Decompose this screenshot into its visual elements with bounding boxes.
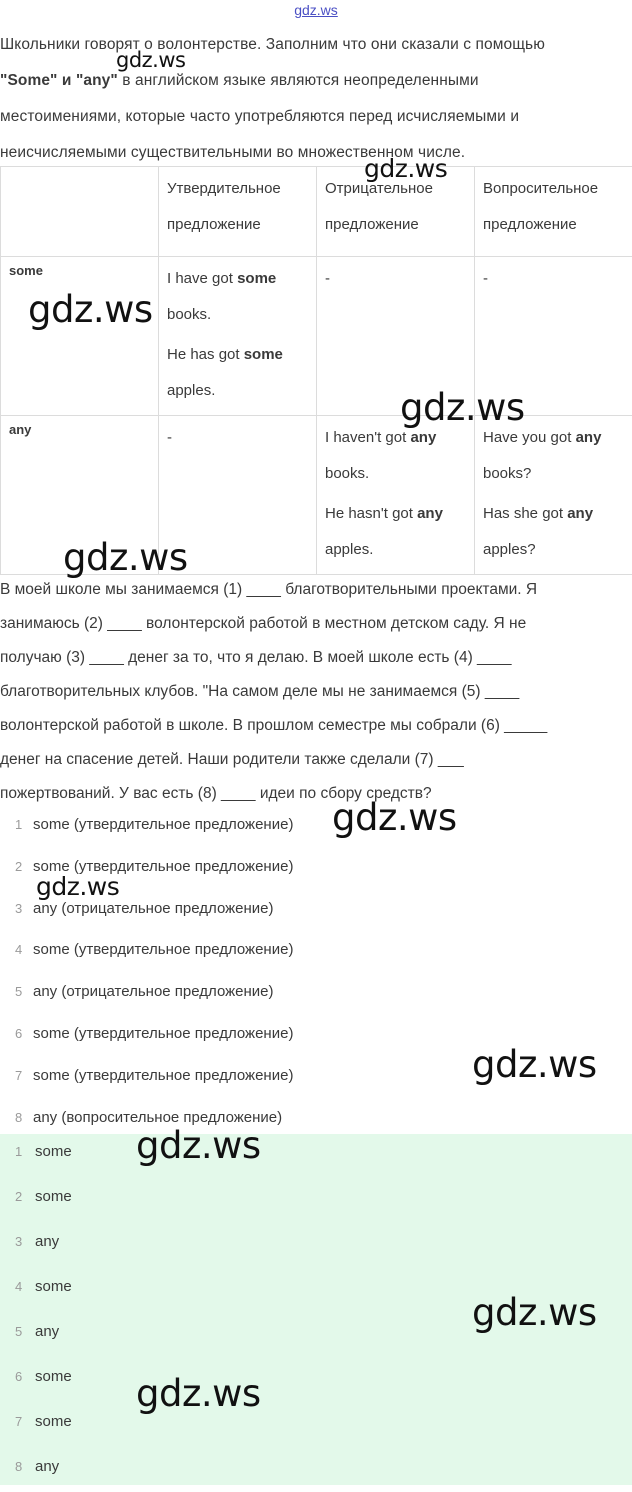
watermark: gdz.ws — [28, 288, 153, 331]
item-text: some — [35, 1143, 72, 1160]
table-cell: - — [475, 257, 632, 416]
item-number: 6 — [15, 1357, 30, 1397]
list-item — [0, 1267, 72, 1312]
example-sentence: He has got some apples. — [167, 337, 308, 409]
table-header-row — [1, 167, 632, 257]
intro-text — [0, 26, 625, 170]
table-row-label: some — [1, 257, 159, 416]
item-text: any — [35, 1458, 59, 1475]
intro-line: местоимениями, которые часто употребляются перед исчисляемыми и — [0, 98, 625, 134]
intro-line: неисчисляемыми существительными во множественном числе. — [0, 134, 625, 170]
exercise-line: денег на спасение детей. Наши родители также сделали (7) ___ — [0, 743, 625, 777]
list-item — [0, 1177, 72, 1222]
item-text: any (отрицательное предложение) — [33, 900, 274, 917]
grammar-table — [0, 166, 632, 575]
item-number: 1 — [15, 804, 37, 846]
item-text: any (вопросительное предложение) — [33, 1109, 282, 1126]
table-cell — [475, 416, 632, 575]
item-number: 8 — [15, 1447, 30, 1487]
item-text: any (отрицательное предложение) — [33, 983, 274, 1000]
item-text: some (утвердительное предложение) — [33, 1067, 293, 1084]
item-number: 2 — [15, 1177, 30, 1217]
list-item — [0, 1357, 72, 1402]
watermark: gdz.ws — [116, 48, 185, 72]
list-item — [0, 1222, 72, 1267]
item-text: any — [35, 1233, 59, 1250]
watermark: gdz.ws — [36, 872, 119, 901]
list-item — [0, 971, 632, 1013]
item-text: some (утвердительное предложение) — [33, 1025, 293, 1042]
table-header-cell: Утвердительное предложение — [159, 167, 317, 257]
item-text: some (утвердительное предложение) — [33, 858, 293, 875]
item-text: some (утвердительное предложение) — [33, 816, 293, 833]
item-number: 4 — [15, 1267, 30, 1307]
table-cell — [159, 257, 317, 416]
list-item — [0, 1447, 72, 1492]
item-number: 6 — [15, 1013, 37, 1055]
watermark: gdz.ws — [332, 796, 457, 839]
list-item — [0, 929, 632, 971]
watermark: gdz.ws — [472, 1043, 597, 1086]
item-number: 4 — [15, 929, 37, 971]
list-item — [0, 1132, 72, 1177]
list-item — [0, 804, 632, 846]
list-item — [0, 1312, 72, 1357]
item-number: 8 — [15, 1097, 37, 1139]
item-text: some — [35, 1278, 72, 1295]
list-item — [0, 1097, 632, 1139]
list-item — [0, 1402, 72, 1447]
intro-line — [0, 62, 625, 98]
watermark: gdz.ws — [136, 1124, 261, 1167]
item-number: 7 — [15, 1402, 30, 1442]
watermark: gdz.ws — [400, 386, 525, 429]
exercise-line: занимаюсь (2) ____ волонтерской работой в местном детском саду. Я не — [0, 607, 625, 641]
table-header-cell: Отрицательное предложение — [317, 167, 475, 257]
exercise-line: В моей школе мы занимаемся (1) ____ благотворительными проектами. Я — [0, 573, 625, 607]
watermark: gdz.ws — [364, 154, 447, 183]
item-text: some — [35, 1188, 72, 1205]
explained-answers-list — [0, 804, 632, 1138]
item-number: 3 — [15, 1222, 30, 1262]
intro-line-rest: в английском языке являются неопределенными — [118, 72, 479, 89]
item-number: 1 — [15, 1132, 30, 1172]
item-number: 2 — [15, 846, 37, 888]
table-row — [1, 257, 632, 416]
example-sentence: He hasn't got any apples. — [325, 496, 466, 568]
site-link[interactable]: gdz.ws — [0, 2, 632, 18]
exercise-text — [0, 573, 625, 811]
example-sentence: Has she got any apples? — [483, 496, 624, 568]
exercise-line: благотворительных клубов. "На самом деле мы не занимаемся (5) ____ — [0, 675, 625, 709]
item-text: some — [35, 1413, 72, 1430]
item-text: any — [35, 1323, 59, 1340]
watermark: gdz.ws — [63, 536, 188, 579]
item-number: 7 — [15, 1055, 37, 1097]
table-cell — [317, 416, 475, 575]
intro-line: Школьники говорят о волонтерстве. Заполним что они сказали с помощью — [0, 26, 625, 62]
example-sentence: I haven't got any books. — [325, 420, 466, 492]
watermark: gdz.ws — [472, 1291, 597, 1334]
exercise-line: волонтерской работой в школе. В прошлом семестре мы собрали (6) _____ — [0, 709, 625, 743]
exercise-line: получаю (3) ____ денег за то, что я делаю. В моей школе есть (4) ____ — [0, 641, 625, 675]
item-number: 5 — [15, 971, 37, 1013]
exercise-line: пожертвований. У вас есть (8) ____ идеи по сбору средств? — [0, 777, 625, 811]
intro-bold-terms: "Some" и "any" — [0, 72, 118, 89]
item-text: some (утвердительное предложение) — [33, 941, 293, 958]
table-cell: - — [159, 416, 317, 575]
example-sentence: I have got some books. — [167, 261, 308, 333]
item-number: 3 — [15, 888, 37, 930]
example-sentence: Have you got any books? — [483, 420, 624, 492]
item-number: 5 — [15, 1312, 30, 1352]
table-row-label: any — [1, 416, 159, 575]
final-answers-list — [0, 1132, 72, 1492]
table-header-cell: Вопросительное предложение — [475, 167, 632, 257]
table-cell: - — [317, 257, 475, 416]
table-header-cell — [1, 167, 159, 257]
item-text: some — [35, 1368, 72, 1385]
watermark: gdz.ws — [136, 1372, 261, 1415]
